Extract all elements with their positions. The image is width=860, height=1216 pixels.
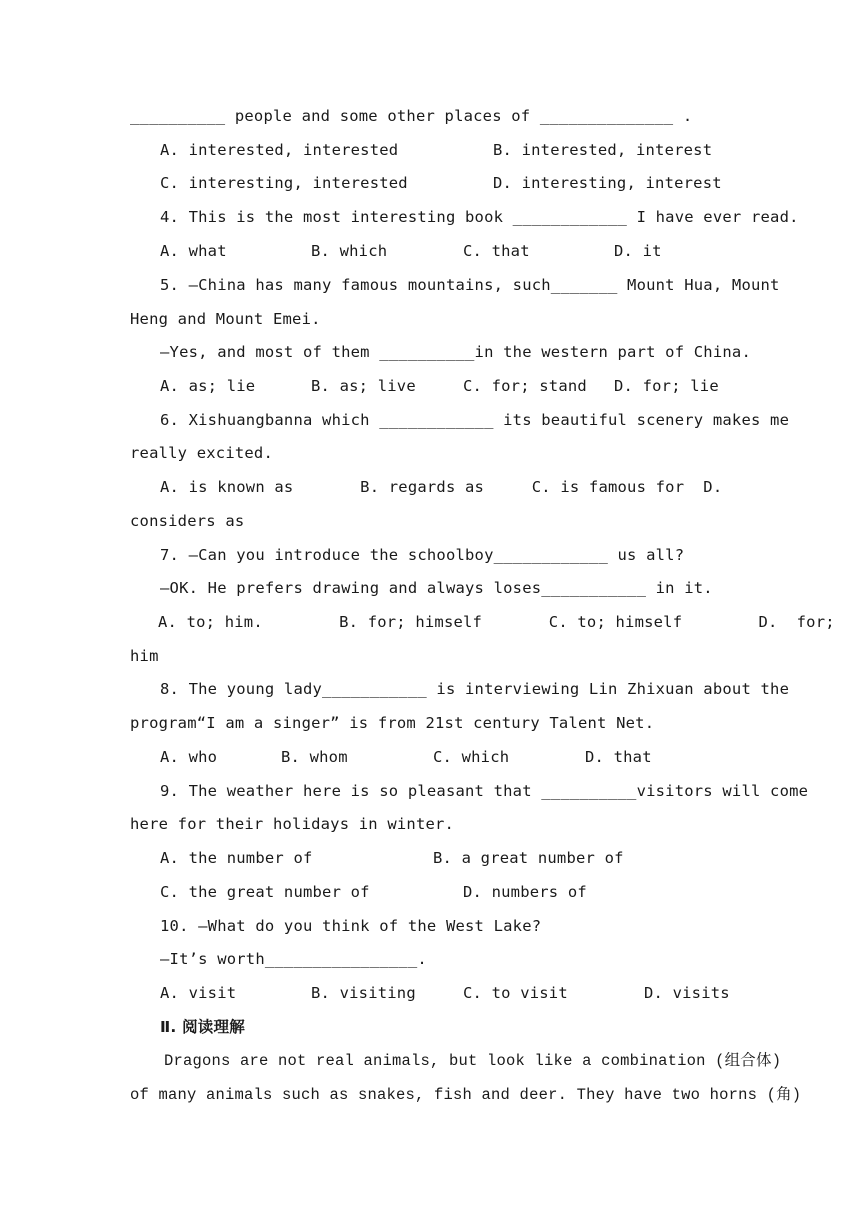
q3-stem-tail: __________ people and some other places of ______________ . [130, 107, 693, 125]
q7-options-line2: him [130, 647, 159, 665]
q5-option-d: D. for; lie [614, 377, 719, 395]
q6-stem-line1: 6. Xishuangbanna which ____________ its beautiful scenery makes me [160, 411, 790, 429]
q8-option-a: A. who [160, 748, 218, 766]
q5-stem-line1: 5. —China has many famous mountains, such_______ Mount Hua, Mount [160, 276, 780, 294]
q10-option-a: A. visit [160, 984, 237, 1002]
section-heading-reading: Ⅱ. 阅读理解 [160, 1018, 245, 1036]
q8-option-b: B. whom [281, 748, 348, 766]
q7-options-line1: A. to; him. B. for; himself C. to; himself D. for; [158, 613, 835, 631]
q5-reply: —Yes, and most of them __________in the western part of China. [160, 343, 751, 361]
q5-option-b: B. as; live [311, 377, 416, 395]
q9-stem-line1: 9. The weather here is so pleasant that __________visitors will come [160, 782, 809, 800]
q10-reply: —It’s worth________________. [160, 950, 427, 968]
q3-option-a: A. interested, interested [160, 141, 399, 159]
q8-stem-line1: 8. The young lady___________ is interviewing Lin Zhixuan about the [160, 680, 790, 698]
q9-option-d: D. numbers of [463, 883, 587, 901]
q10-option-c: C. to visit [463, 984, 568, 1002]
passage-line2: of many animals such as snakes, fish and deer. They have two horns (角) [130, 1086, 802, 1104]
q5-stem-line2: Heng and Mount Emei. [130, 310, 321, 328]
q5-option-a: A. as; lie [160, 377, 256, 395]
q3-option-b: B. interested, interest [493, 141, 713, 159]
q7-stem: 7. —Can you introduce the schoolboy____________ us all? [160, 546, 685, 564]
q4-option-a: A. what [160, 242, 227, 260]
q8-option-d: D. that [585, 748, 652, 766]
q9-option-c: C. the great number of [160, 883, 370, 901]
q6-options-line2: considers as [130, 512, 245, 530]
passage-line1: Dragons are not real animals, but look like a combination (组合体) [164, 1052, 782, 1070]
q6-stem-line2: really excited. [130, 444, 273, 462]
q9-option-a: A. the number of [160, 849, 313, 867]
q3-option-c: C. interesting, interested [160, 174, 408, 192]
q6-options-line1: A. is known as B. regards as C. is famous for D. [160, 478, 723, 496]
q8-stem-line2: program“I am a singer” is from 21st century Talent Net. [130, 714, 655, 732]
q5-option-c: C. for; stand [463, 377, 587, 395]
q4-option-c: C. that [463, 242, 530, 260]
q4-stem: 4. This is the most interesting book ____________ I have ever read. [160, 208, 799, 226]
q10-stem: 10. —What do you think of the West Lake? [160, 917, 542, 935]
q9-option-b: B. a great number of [433, 849, 624, 867]
q4-option-d: D. it [614, 242, 662, 260]
q3-option-d: D. interesting, interest [493, 174, 722, 192]
q9-stem-line2: here for their holidays in winter. [130, 815, 455, 833]
q7-reply: —OK. He prefers drawing and always loses___________ in it. [160, 579, 713, 597]
q8-option-c: C. which [433, 748, 510, 766]
q10-option-d: D. visits [644, 984, 730, 1002]
q10-option-b: B. visiting [311, 984, 416, 1002]
q4-option-b: B. which [311, 242, 388, 260]
